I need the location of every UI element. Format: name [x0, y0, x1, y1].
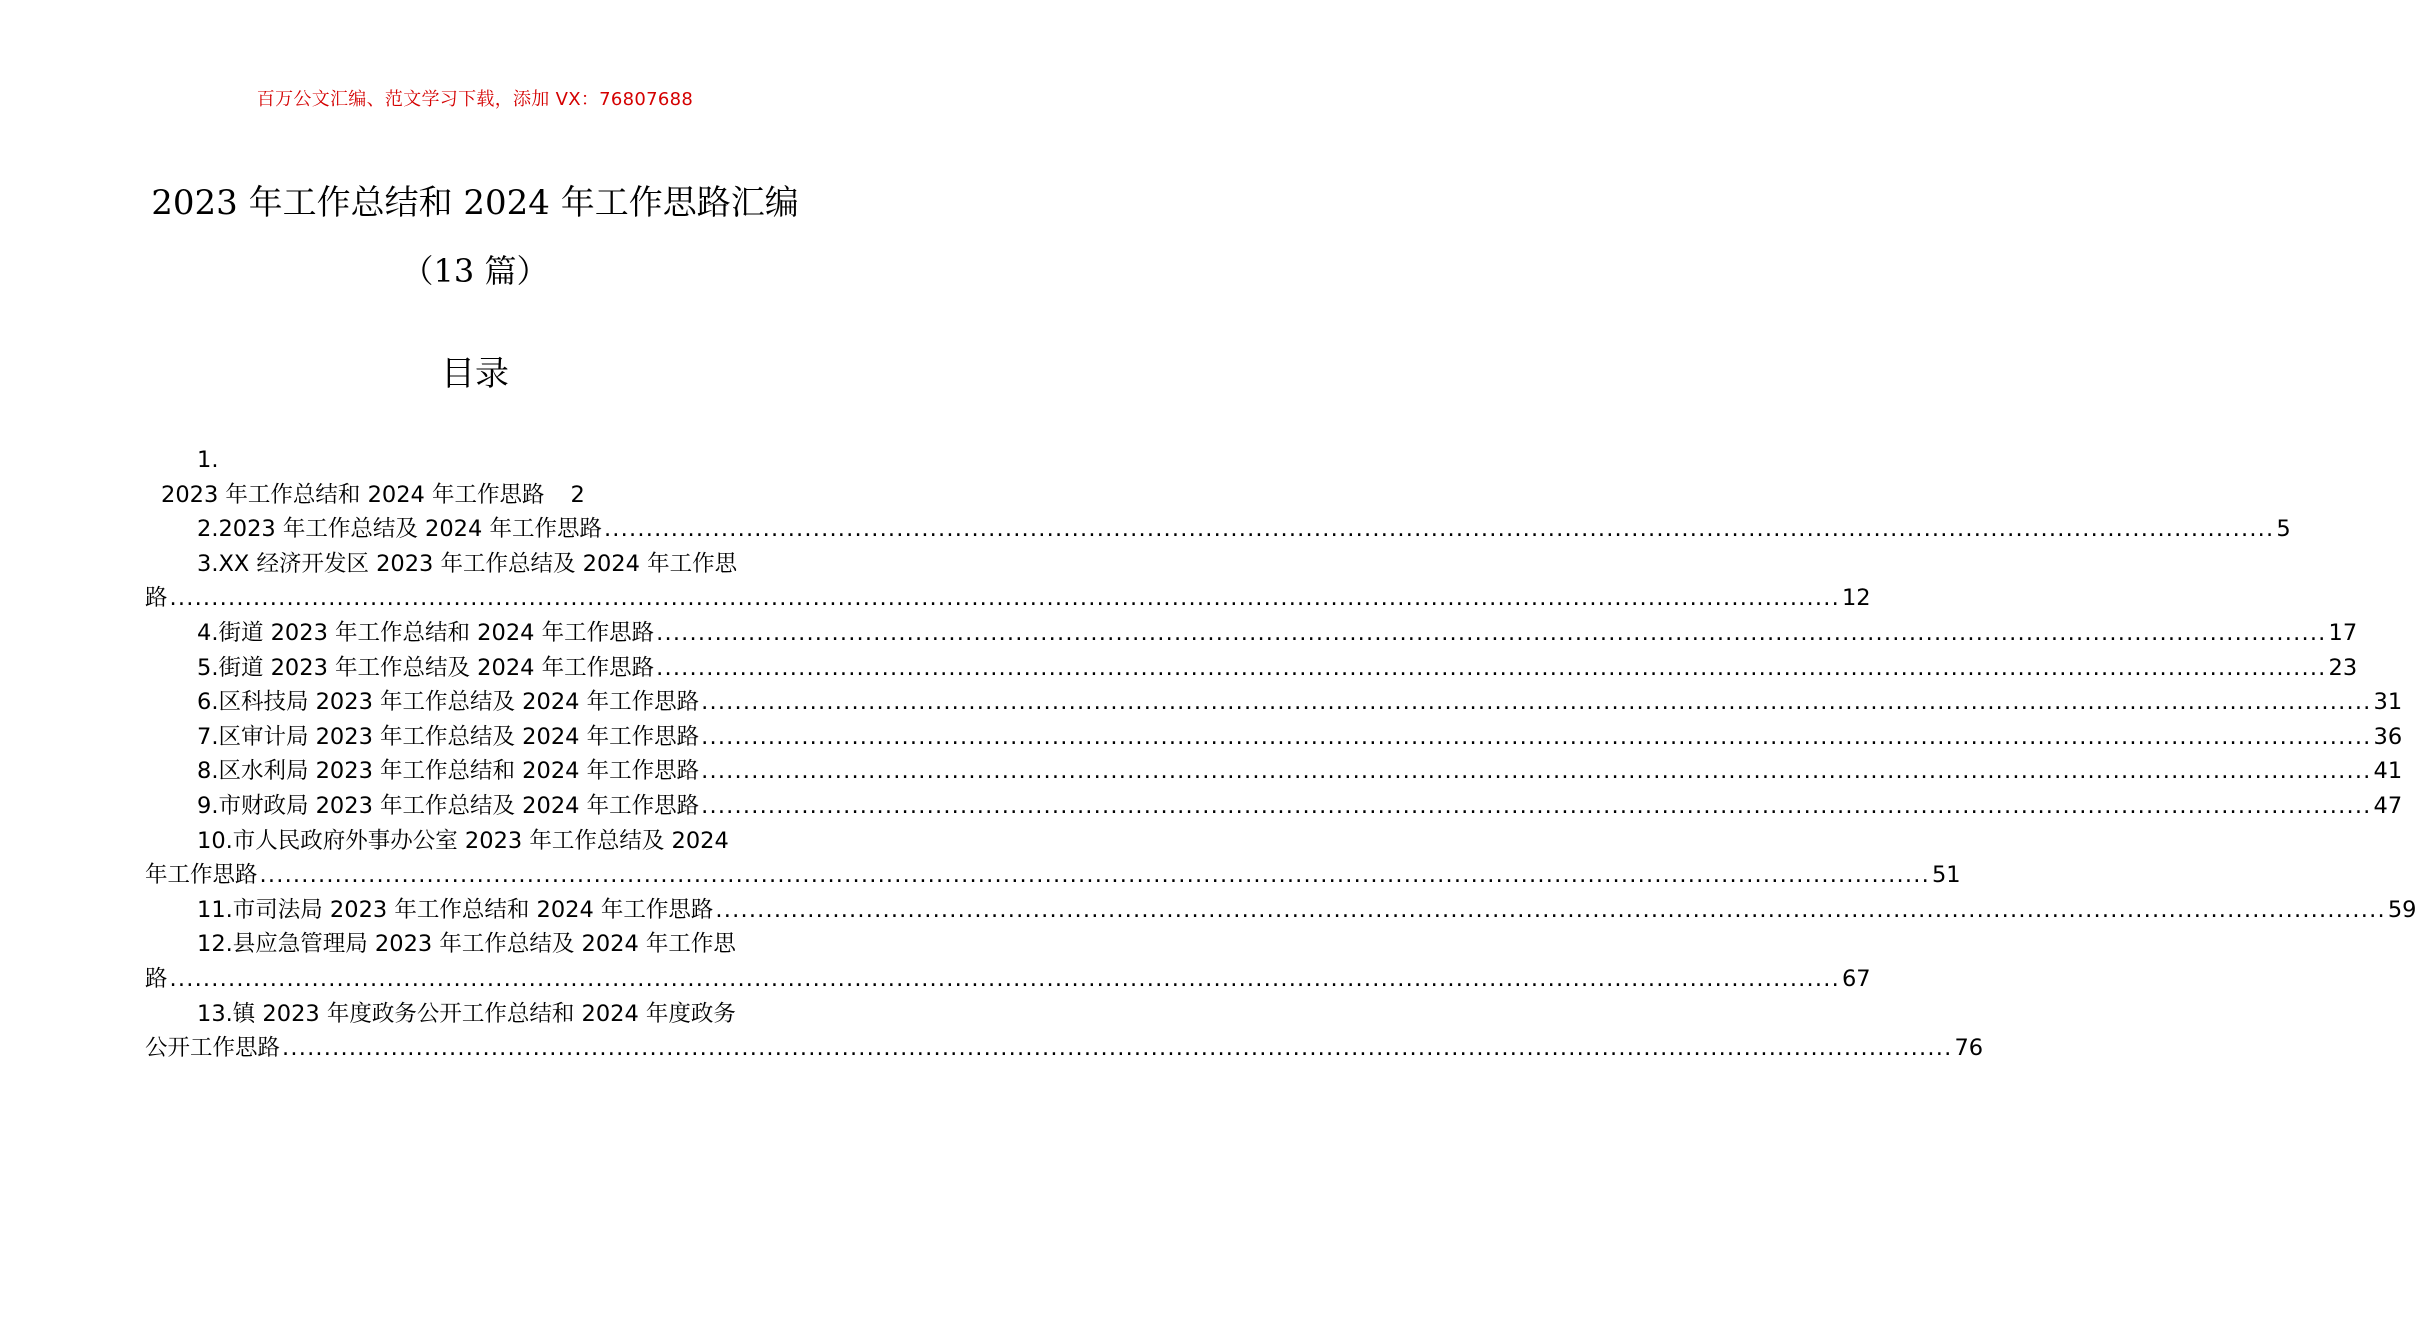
toc-entry-9[interactable]	[145, 789, 2403, 824]
toc-leader-dots: ........................................................................................................................................................................................................	[603, 516, 2275, 543]
toc-leader-dots: ........................................................................................................................................................................................................	[701, 723, 2372, 750]
toc-entry-title: 5.街道 2023 年工作总结及 2024 年工作思路	[197, 654, 655, 681]
toc-entry-13-continued[interactable]	[145, 1031, 1984, 1066]
toc-entry-page: 36	[2373, 723, 2403, 750]
toc-entry-page: 47	[2373, 792, 2403, 819]
toc-entry-10[interactable]	[145, 824, 805, 859]
toc-entry-title: 11.市司法局 2023 年工作总结和 2024 年工作思路	[197, 896, 714, 923]
toc-entry-page: 76	[1954, 1035, 1984, 1062]
toc-entry-title-continued: 路	[145, 585, 168, 612]
toc-entry-page: 41	[2373, 758, 2403, 785]
toc-entry-page: 12	[1841, 585, 1871, 612]
toc-entry-title: 7.区审计局 2023 年工作总结及 2024 年工作思路	[197, 723, 700, 750]
toc-entry-title: 8.区水利局 2023 年工作总结和 2024 年工作思路	[197, 758, 700, 785]
toc-entry-12[interactable]	[145, 927, 805, 962]
toc-leader-dots: ........................................................................................................................................................................................................	[715, 896, 2386, 923]
toc-entry-5[interactable]	[145, 651, 2358, 686]
toc-heading: 目录	[441, 354, 509, 394]
toc-entry-page: 67	[1841, 965, 1871, 992]
toc-entry-page: 51	[1931, 862, 1961, 889]
toc-leader-dots: ........................................................................................................................................................................................................	[656, 654, 2327, 681]
toc-entry-title: 12.县应急管理局 2023 年工作总结及 2024 年工作思	[197, 931, 736, 958]
header-banner: 百万公文汇编、范文学习下载，添加 VX：76807688	[256, 89, 694, 110]
toc-entry-1[interactable]	[145, 478, 805, 513]
toc-entry-12-continued[interactable]	[145, 962, 1871, 997]
toc-entry-title-continued: 年工作思路	[145, 862, 258, 889]
toc-entry-page: 59	[2387, 896, 2416, 923]
toc-leader-dots: ........................................................................................................................................................................................................	[282, 1035, 1953, 1062]
toc-entry-10-continued[interactable]	[145, 858, 1961, 893]
toc-leader-dots: ........................................................................................................................................................................................................	[701, 689, 2372, 716]
toc-entry-2[interactable]	[145, 512, 2291, 547]
toc-entry-page: 31	[2373, 689, 2403, 716]
toc-leader-dots: ........................................................................................................................................................................................................	[259, 862, 1930, 889]
table-of-contents	[145, 443, 2416, 1066]
toc-entry-3-continued[interactable]	[145, 581, 1871, 616]
toc-entry-8[interactable]	[145, 754, 2403, 789]
toc-entry-1-number-line[interactable]	[145, 443, 805, 478]
toc-leader-dots: ........................................................................................................................................................................................................	[656, 619, 2327, 646]
toc-entry-title-continued: 路	[145, 965, 168, 992]
toc-leader-dots: ........................................................................................................................................................................................................	[701, 792, 2372, 819]
toc-entry-page: 23	[2328, 654, 2358, 681]
toc-entry-title: 9.市财政局 2023 年工作总结及 2024 年工作思路	[197, 792, 700, 819]
toc-entry-page: 5	[2276, 516, 2291, 543]
document-title: 2023 年工作总结和 2024 年工作思路汇编	[151, 183, 799, 223]
toc-leader-dots: ........................................................................................................................................................................................................	[169, 585, 1840, 612]
toc-entry-3[interactable]	[145, 547, 805, 582]
document-subtitle: （13 篇）	[401, 252, 549, 290]
toc-entry-11[interactable]	[145, 893, 2416, 928]
toc-entry-number: 1.	[197, 447, 219, 473]
toc-leader-dots: ........................................................................................................................................................................................................	[701, 758, 2372, 785]
toc-entry-4[interactable]	[145, 616, 2358, 651]
toc-entry-title: 6.区科技局 2023 年工作总结及 2024 年工作思路	[197, 689, 700, 716]
toc-entry-title: 13.镇 2023 年度政务公开工作总结和 2024 年度政务	[197, 1000, 736, 1027]
toc-entry-6[interactable]	[145, 685, 2403, 720]
toc-entry-title: 2.2023 年工作总结及 2024 年工作思路	[197, 516, 602, 543]
toc-entry-title: 10.市人民政府外事办公室 2023 年工作总结及 2024	[197, 827, 729, 854]
toc-entry-title-continued: 公开工作思路	[145, 1035, 281, 1062]
toc-leader-dots: ........................................................................................................................................................................................................	[169, 965, 1840, 992]
toc-entry-page: 2	[570, 481, 585, 508]
toc-entry-7[interactable]	[145, 720, 2403, 755]
toc-entry-title: 4.街道 2023 年工作总结和 2024 年工作思路	[197, 619, 655, 646]
toc-entry-title: 3.XX 经济开发区 2023 年工作总结及 2024 年工作思	[197, 550, 738, 577]
toc-entry-page: 17	[2328, 619, 2358, 646]
toc-entry-13[interactable]	[145, 997, 805, 1032]
toc-entry-title: 2023 年工作总结和 2024 年工作思路	[161, 481, 545, 508]
